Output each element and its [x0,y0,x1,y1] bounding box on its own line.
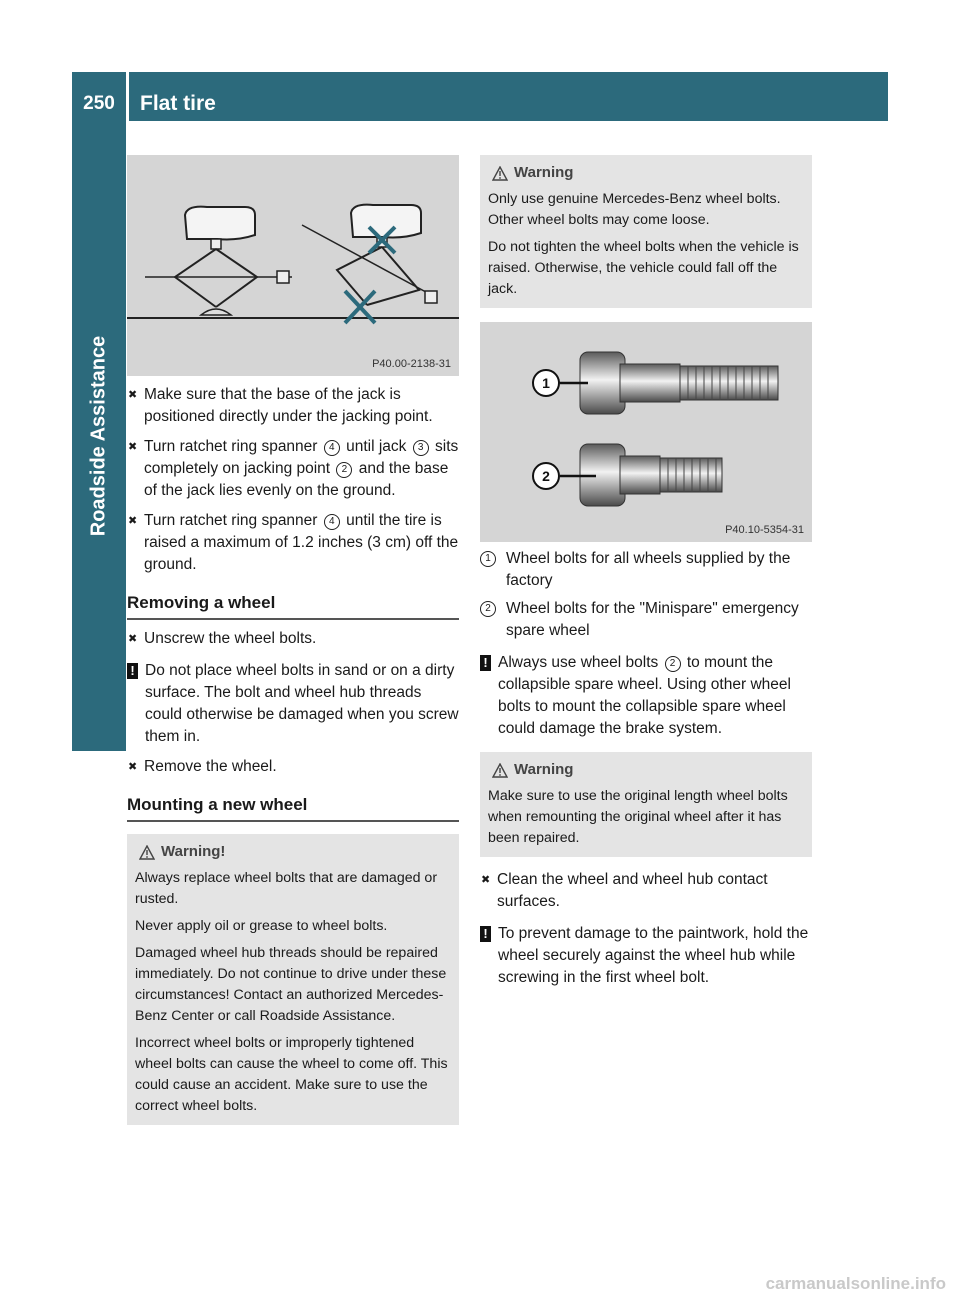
heading-mounting-wheel: Mounting a new wheel [127,794,459,822]
note-text: To prevent damage to the paintwork, hold the wheel securely against the wheel hub while screwing in the first wheel bolt. [498,925,809,986]
callout-badge: 1 [480,551,496,567]
callout-label: 2 [542,468,550,484]
step-text: Turn ratchet ring spanner [144,512,322,529]
step-text: Make sure that the base of the jack is positioned directly under the jacking point. [144,386,433,425]
note-text: to mount the collapsible spare wheel. Using other wheel bolts to mount the collapsible spare wheel could damage the brake system. [498,654,791,737]
watermark: carmanualsonline.info [765,1274,946,1293]
warning-triangle-icon [492,763,508,778]
warning-paragraph: Do not tighten the wheel bolts when the vehicle is raised. Otherwise, the vehicle could fall off the jack. [488,239,799,297]
caution-icon: ! [480,655,491,671]
note-paintwork [480,923,812,989]
warning-triangle-icon [492,166,508,181]
legend-item [480,598,812,642]
step-arrow-icon: ✖ [128,389,138,401]
callout-badge: 4 [324,514,340,530]
callout-badge: 2 [336,462,352,478]
callout-badge: 4 [324,440,340,456]
warning-box-length [480,752,812,857]
callout-badge: 2 [665,656,681,672]
page-title: Flat tire [140,92,216,115]
warning-title [135,842,451,862]
step-arrow-icon: ✖ [128,761,138,773]
step-ratchet-jack [127,436,459,502]
step-text: Turn ratchet ring spanner [144,438,322,455]
jack-illustration [127,155,459,376]
warning-title-text: Warning [514,761,574,778]
step-remove-wheel [127,756,459,778]
side-tab-label: Roadside Assistance [87,335,110,537]
warning-title-text: Warning [514,164,574,181]
legend-text: Wheel bolts for all wheels supplied by the factory [506,550,791,589]
header-separator [126,72,129,121]
note-always-use [480,652,812,740]
page-number: 250 [83,93,115,114]
step-arrow-icon: ✖ [128,441,138,453]
warning-paragraph: Never apply oil or grease to wheel bolts. [135,918,388,934]
warning-paragraph: Always replace wheel bolts that are damaged or rusted. [135,870,438,907]
note-text: Always use wheel bolts [498,654,663,671]
warning-box-genuine [480,155,812,308]
legend-text: Wheel bolts for the "Minispare" emergency spare wheel [506,600,799,639]
caution-icon: ! [480,926,491,942]
left-column [127,155,459,1125]
step-arrow-icon: ✖ [481,874,491,886]
heading-removing-wheel: Removing a wheel [127,592,459,620]
step-clean [480,869,812,913]
right-column [480,155,812,989]
step-arrow-icon: ✖ [128,515,138,527]
legend-item [480,548,812,592]
figure-code: P40.10-5354-31 [725,524,804,536]
step-text: Clean the wheel and wheel hub contact surfaces. [497,871,768,910]
caution-icon: ! [127,663,138,679]
jack-figure [127,155,459,376]
note-sand [127,660,459,748]
figure-code: P40.00-2138-31 [372,358,451,370]
bolts-figure [480,322,812,542]
step-text: Unscrew the wheel bolts. [144,630,317,647]
step-arrow-icon: ✖ [128,633,138,645]
step-text: Remove the wheel. [144,758,277,775]
callout-badge: 3 [413,440,429,456]
warning-paragraph: Damaged wheel hub threads should be repaired immediately. Do not continue to drive under these circumstances! Contact an authorized Mercedes-Benz Center or call Roadside Assistance. [135,945,447,1024]
warning-title [488,760,804,780]
step-text: and the base of the jack lies evenly on the ground. [144,460,449,499]
warning-title [488,163,804,183]
warning-triangle-icon [139,845,155,860]
callout-label: 1 [542,375,550,391]
step-text: sits completely on jacking point [144,438,459,477]
step-unscrew [127,628,459,650]
step-text: until jack [341,438,411,455]
warning-paragraph: Incorrect wheel bolts or improperly tightened wheel bolts can cause the wheel to come off. This could cause an accident. Make sure to use the correct wheel bolts. [135,1035,448,1114]
warning-paragraph: Only use genuine Mercedes-Benz wheel bolts. Other wheel bolts may come loose. [488,191,781,228]
warning-paragraph: Make sure to use the original length wheel bolts when remounting the original wheel after it has been repaired. [488,788,788,846]
step-jack-base [127,384,459,428]
warning-box-bolts [127,834,459,1125]
step-raise-tire [127,510,459,576]
callout-badge: 2 [480,601,496,617]
step-text: until the tire is raised a maximum of 1.2 inches (3 cm) off the ground. [144,512,459,573]
note-text: Do not place wheel bolts in sand or on a dirty surface. The bolt and wheel hub threads could otherwise be damaged when you screw them in. [145,662,459,745]
wheel-bolts-illustration [480,322,812,542]
warning-title-text: Warning! [161,843,226,860]
